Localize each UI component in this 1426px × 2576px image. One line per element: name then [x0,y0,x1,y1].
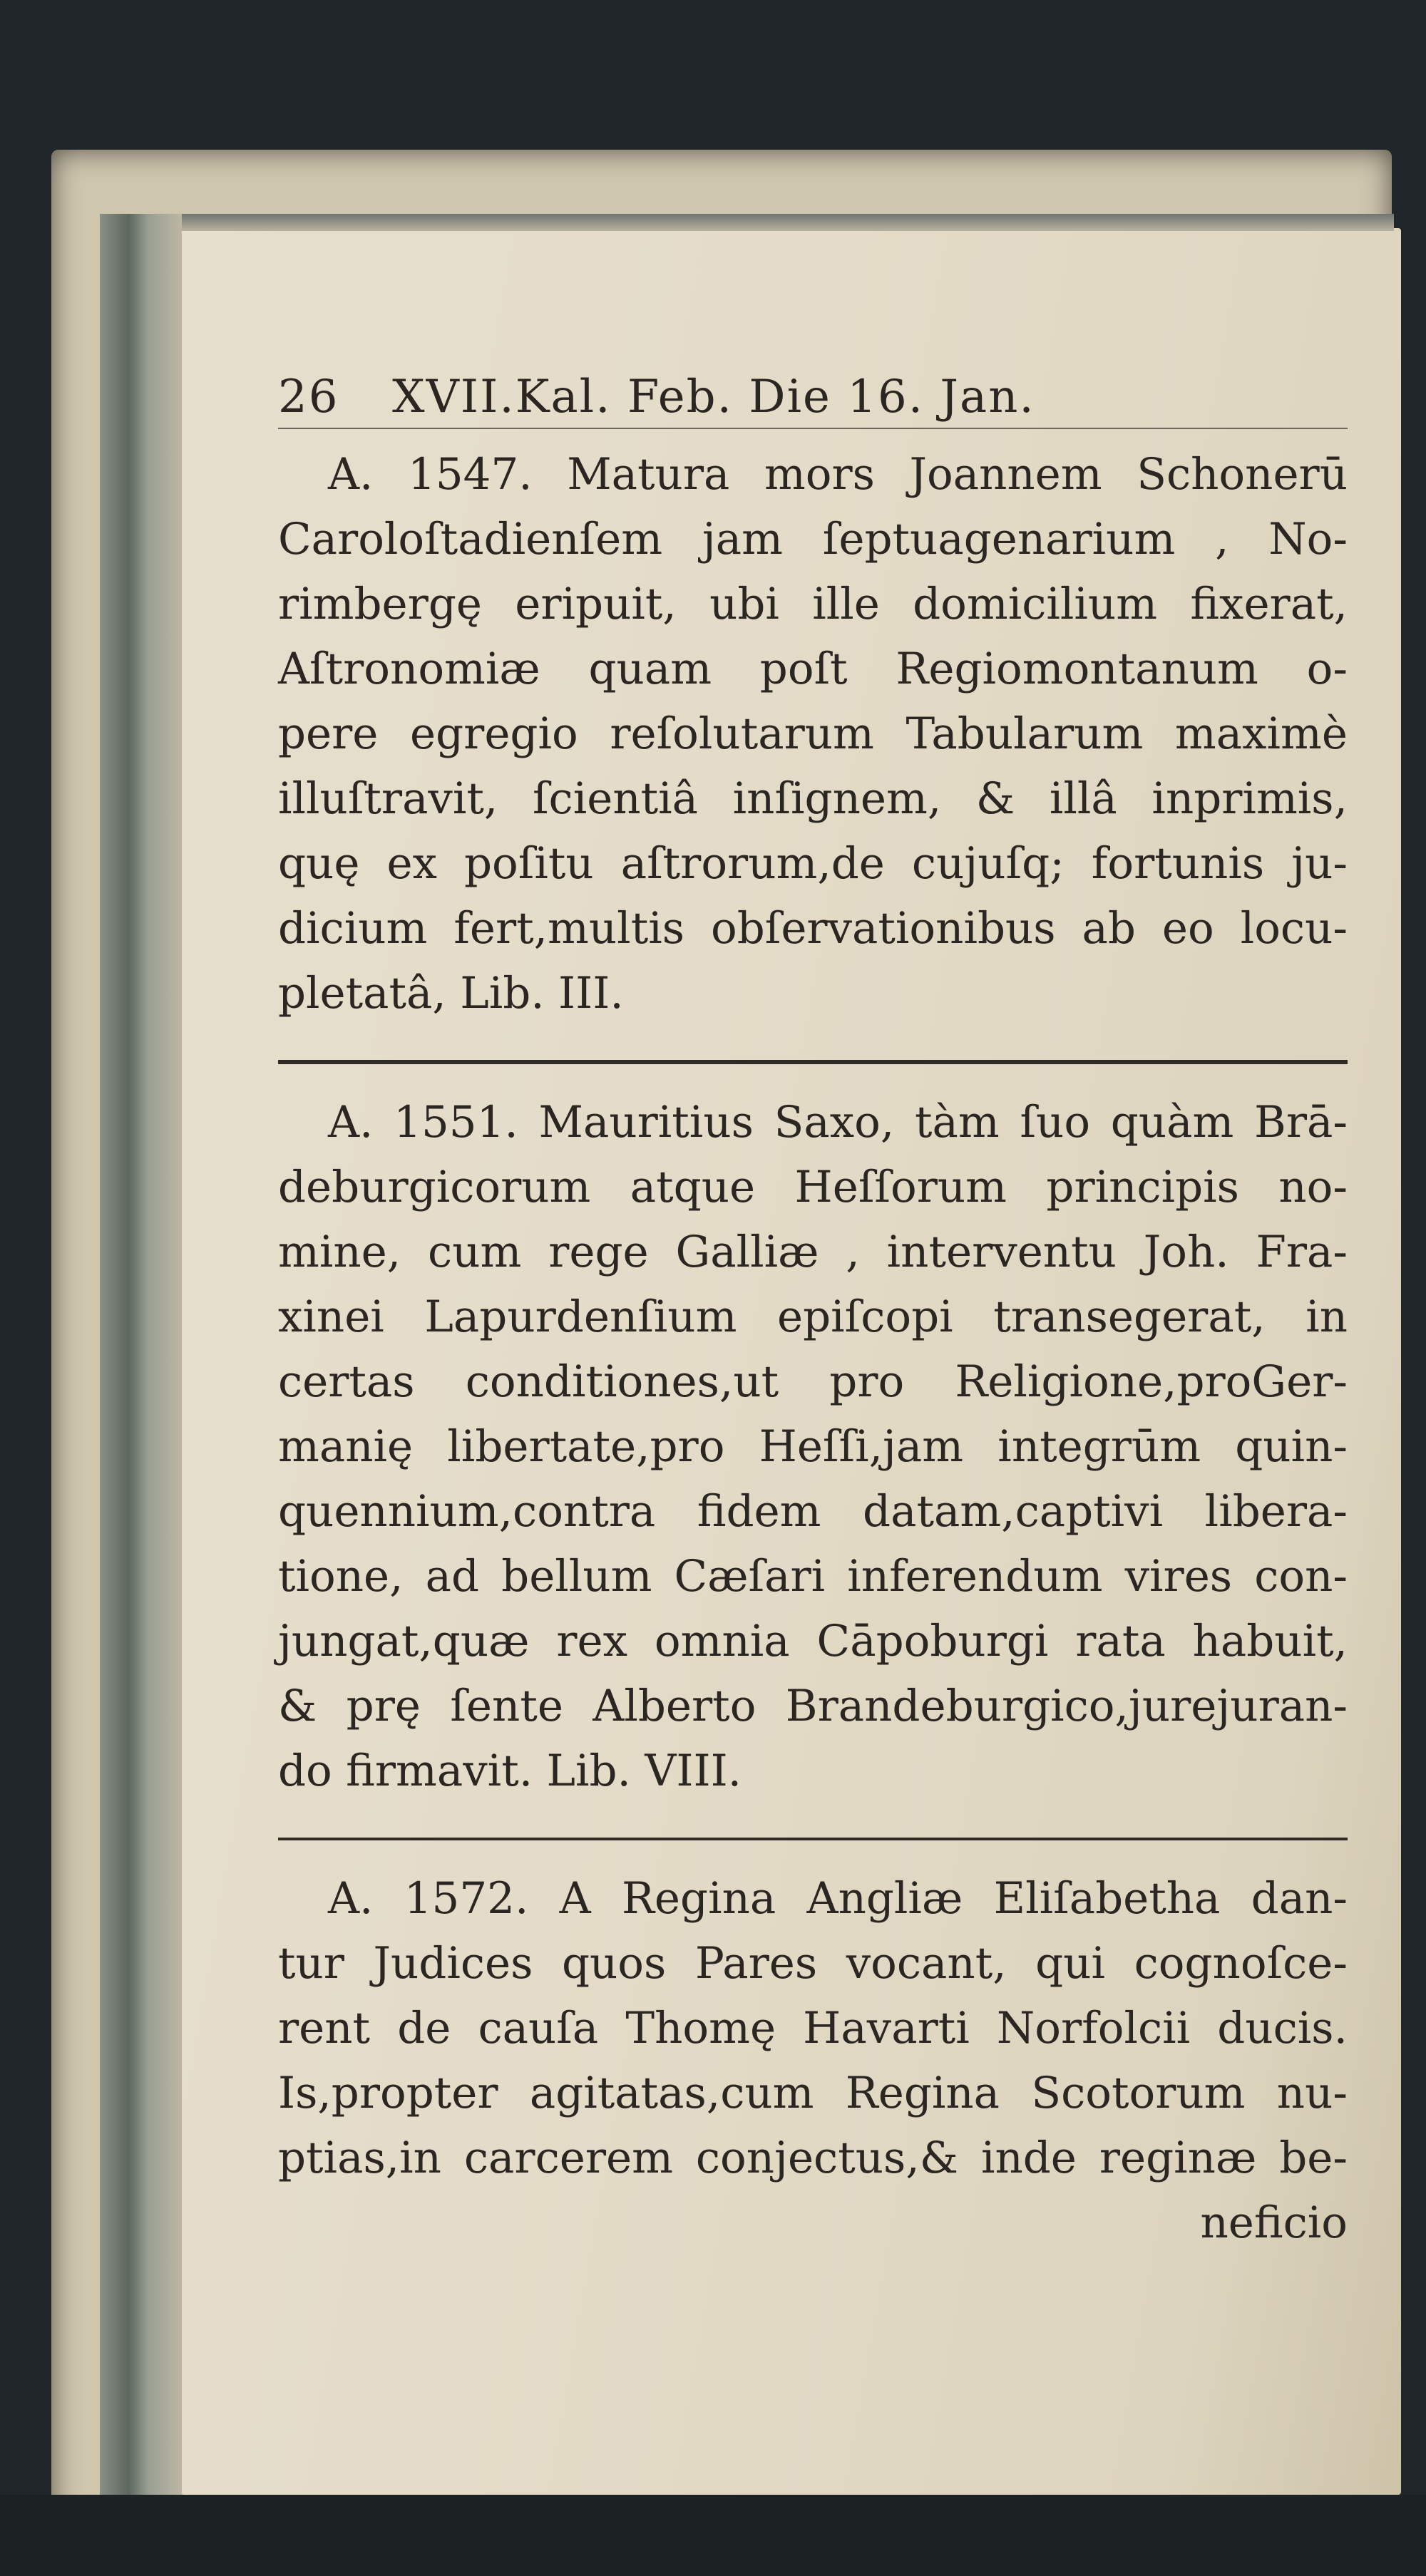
entry-line: Caroloſtadienſem jam ſeptuagenarium , No- [278,514,1348,565]
entry-line: mine, cum rege Galliæ , interventu Joh. Fra- [278,1227,1348,1277]
book-binding [100,214,182,2495]
entry-1572 [278,1866,1348,2255]
entry-line: pletatâ, Lib. III. [278,968,624,1019]
section-divider [278,1060,1348,1064]
entry-line: Aſtronomiæ quam poſt Regiomontanum o- [278,644,1348,694]
entry-line: A. 1547. Matura mors Joannem Schonerū [328,449,1348,500]
entry-line: quennium,contra fidem datam,captivi libera- [278,1486,1348,1537]
page-top-fold [182,214,1394,231]
entry-line: A. 1572. A Regina Angliæ Eliſabetha dan- [328,1873,1348,1924]
entry-line: tur Judices quos Pares vocant, qui cognoſce- [278,1938,1348,1989]
entry-line: rent de cauſa Thomę Havarti Norfolcii ducis. [278,2003,1348,2054]
entry-line: quę ex poſitu aſtrorum,de cujuſq; fortunis ju- [278,838,1348,889]
entry-1547 [278,442,1348,1026]
running-title: XVII.Kal. Feb. Die 16. Jan. [392,371,1035,423]
entry-line: pere egregio reſolutarum Tabularum maximè [278,709,1348,759]
entry-line: & prę ſente Alberto Brandeburgico,jurejuran- [278,1681,1348,1731]
section-divider [278,1838,1348,1840]
page-content [278,371,1348,2255]
entry-1551 [278,1090,1348,1803]
page-number: 26 [278,371,339,423]
entry-line: illuſtravit, ſcientiâ inſignem, & illâ inprimis, [278,773,1348,824]
entry-line: dicium fert,multis obſervationibus ab eo locu- [278,903,1348,954]
background-dark [0,2495,1426,2576]
entry-line: manię libertate,pro Heſſi,jam integrūm quin- [278,1421,1348,1472]
entry-line: deburgicorum atque Heſſorum principis no- [278,1162,1348,1212]
catchword: neficio [1200,2198,1348,2248]
entry-line: jungat,quæ rex omnia Cāpoburgi rata habuit, [278,1616,1348,1666]
entry-line: Is,propter agitatas,cum Regina Scotorum nu- [278,2068,1348,2118]
entry-line: certas conditiones,ut pro Religione,proGer- [278,1356,1348,1407]
entry-line: A. 1551. Mauritius Saxo, tàm ſuo quàm Brā- [328,1097,1348,1148]
running-head [278,371,1348,429]
entry-line: tione, ad bellum Cæſari inferendum vires con- [278,1551,1348,1602]
entry-line: ptias,in carcerem conjectus,& inde reginæ be- [278,2133,1348,2183]
entry-line: xinei Lapurdenſium epiſcopi transegerat, in [278,1292,1348,1342]
entry-line: rimbergę eripuit, ubi ille domicilium fixerat, [278,579,1348,629]
entry-line: do firmavit. Lib. VIII. [278,1746,742,1796]
